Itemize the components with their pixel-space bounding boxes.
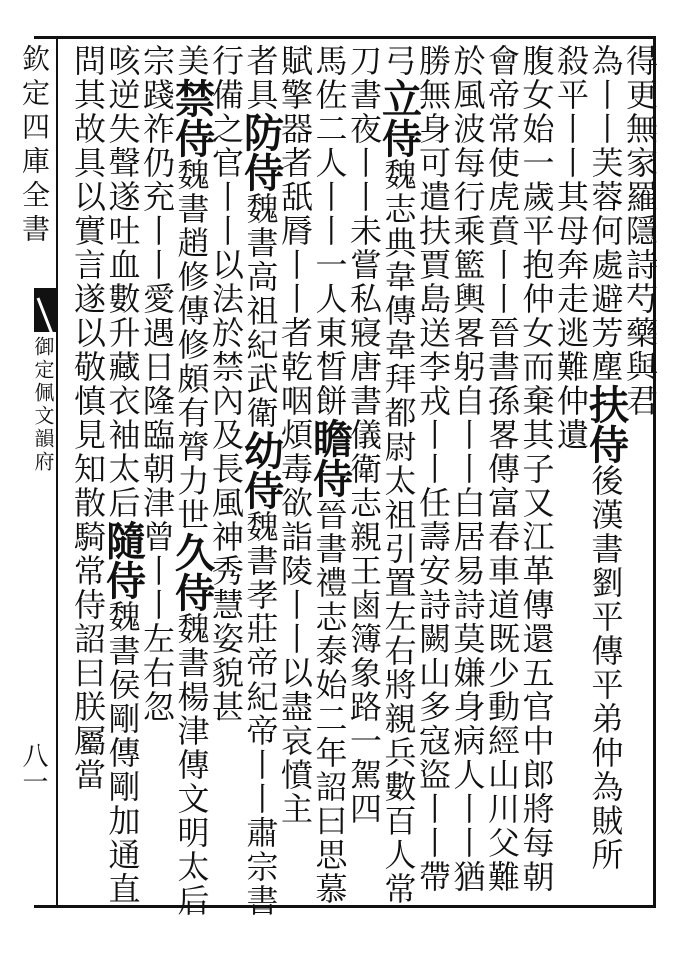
column-text: 馬佐二人丨丨一人東晳餅 [310,44,349,418]
column-text: 會帝常使虎賁丨丨晉書孫畧傳富春車道既少動經山川父難 [483,44,521,894]
column-text: 宗踐祚仍充丨丨愛遇日隆 [138,44,176,418]
column-text: 後漢書劉平傳平弟仲為賊所 [586,464,625,872]
column-text: 為丨丨芙蓉何處避芳塵 [586,44,625,384]
column-text: 賦擎器者舐脣丨丨者乾咽 [276,44,314,418]
column-text: 殺平丨丨其母奔走逃難仲遺 [552,44,590,452]
entry-heading: 立侍 [375,78,423,158]
column-text: 臨朝津曾丨丨左右忽 [138,418,176,724]
page-number: 八一 [18,742,48,794]
text-column [306,44,354,906]
entry-heading: 久侍 [168,532,216,612]
entry-heading: 瞻侍 [306,418,354,498]
text-column [450,44,486,902]
column-text: 行備 [207,44,245,112]
column-text: 弓 [379,44,418,78]
column-text: 刀 [345,44,383,78]
column-text: 於風波每行乘籃輿畧躬自丨丨白居易詩莫嫌身病人丨丨猶 [448,44,487,894]
column-text: 魏書高祖紀武衛 [241,192,280,430]
column-text: 得更無家羅隱詩芍藥與君 [621,44,659,418]
fishtail-slash-icon [36,296,54,336]
text-column [168,44,216,918]
text-column [208,44,244,902]
entry-heading: 禁侍 [168,78,216,158]
column-text: 問其故具以實言遂以敬慎見知 [69,44,107,486]
column-text: 者具 [241,44,280,112]
text-column [237,44,285,918]
column-text: 魏書趙修傳修頗有膂力世 [172,158,211,532]
column-text: 魏志典韋傳韋拜都尉太祖引置左右將親兵數百人常 [379,158,418,906]
column-text: 晉書禮志泰始二年詔曰思慕 [310,498,349,906]
text-column [415,44,451,902]
text-column [582,44,630,902]
text-column [553,44,589,902]
text-column [484,44,520,902]
text-column [99,44,147,906]
volume-title: 御定佩文韻府 [31,336,55,474]
frame-top-rule [34,36,656,39]
column-text: 魏書孝莊帝紀帝丨丨肅宗書 [241,510,280,918]
text-column [622,44,658,902]
column-text: 腹女始一歲平抱仲女而棄其子又江革傳還五官中郎將每朝 [517,44,556,894]
entry-heading: 幼侍 [237,430,285,510]
column-text: 於禁內及長風神秀慧姿貌甚 [207,316,245,724]
column-text: 勝無身可遣扶賈島送李戎丨丨任壽安詩闕山多寇盜丨丨帶 [414,44,452,894]
column-text: 書夜丨丨未嘗私寢唐書儀衛志親王鹵簿象路一駕四 [345,78,383,826]
column-text: 魏書侯剛傳剛加通直 [103,600,142,906]
column-text: 咳逆失聲遂吐血數升藏衣袖太后 [103,44,142,520]
book-title: 欽定四庫全書 [18,44,51,248]
text-column [70,44,106,902]
column-text: 之官丨丨以法 [207,112,245,316]
text-column [519,44,555,902]
entry-heading: 隨侍 [99,520,147,600]
column-text: 美 [172,44,211,78]
text-column [375,44,423,906]
entry-heading: 防侍 [237,112,285,192]
column-text: 散騎常侍詔曰朕屬當 [69,486,107,792]
column-text: 魏書楊津傳文明太后 [172,612,211,918]
entry-heading: 扶侍 [582,384,630,464]
column-text: 煩毒欲詣陵丨丨以盡哀憤主 [276,418,314,826]
text-column [139,44,175,902]
